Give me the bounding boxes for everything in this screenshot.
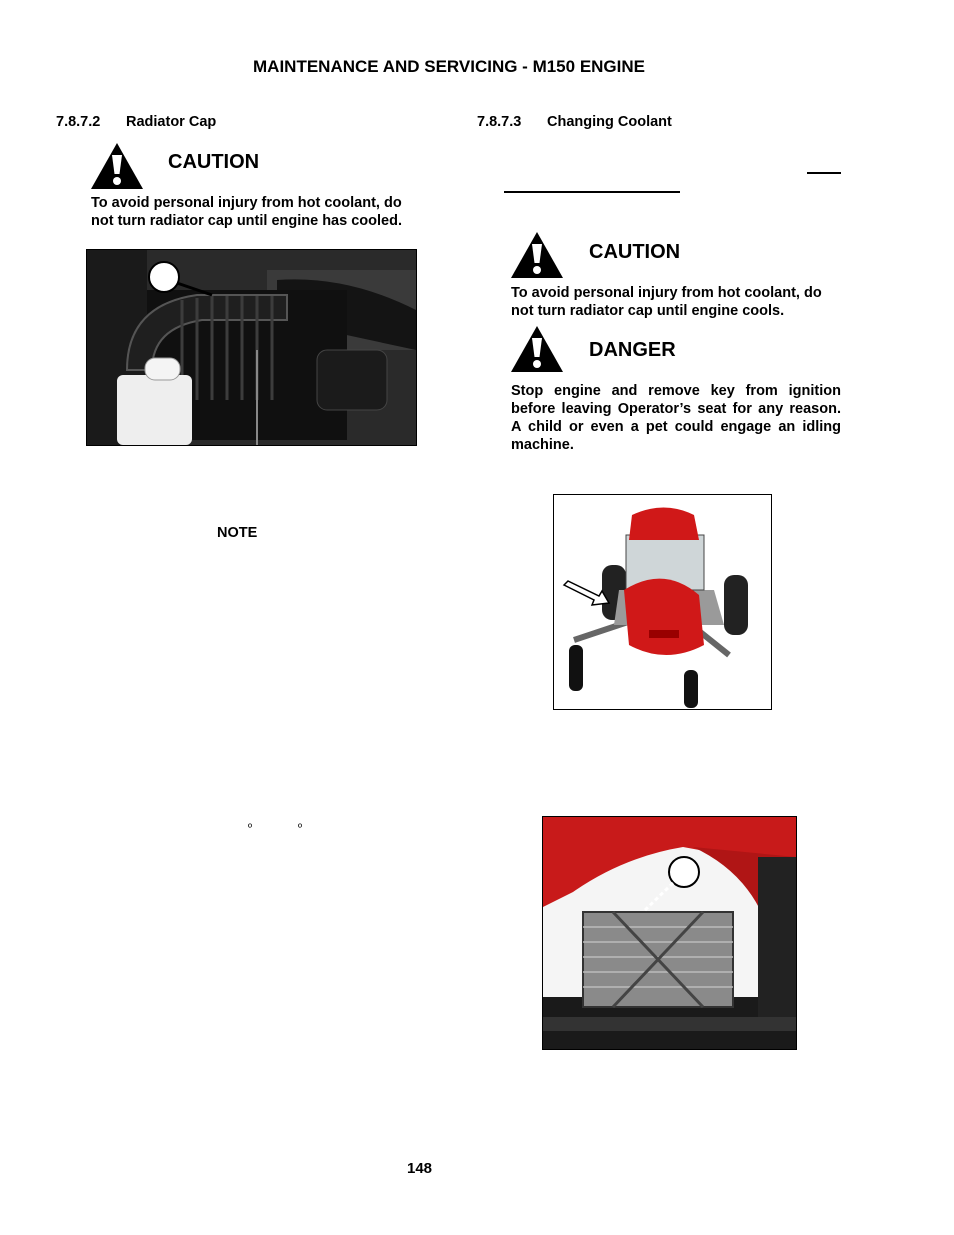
radiator-photo [542,816,797,1050]
callout-circle-icon [669,857,699,887]
warning-triangle-icon [509,324,565,374]
section-number-radiator-cap: 7.8.7.2 [56,114,101,130]
note-label: NOTE [217,525,258,541]
caution-heading-right: CAUTION [589,241,681,263]
underline-rule [807,172,841,174]
radiator-cap-photo [86,249,417,446]
danger-text: Stop engine and remove key from ignition before leaving Operator’s seat for any reason. A child or even a pet could engage an idling machine. [511,383,841,453]
section-number-changing-coolant: 7.8.7.3 [477,114,522,130]
page-number: 148 [407,1160,433,1177]
caution-text-right: To avoid personal injury from hot coolant, do not turn radiator cap until engine cools. [511,285,822,319]
callout-circle-icon [149,262,179,292]
caution-heading-left: CAUTION [168,151,260,173]
degree-symbol: º [248,822,253,834]
danger-heading: DANGER [589,339,676,361]
page-title: MAINTENANCE AND SERVICING - M150 ENGINE [253,57,645,76]
machine-hood-illustration [553,494,772,710]
section-title-radiator-cap: Radiator Cap [126,114,217,130]
warning-triangle-icon [89,141,145,191]
degree-symbol: º [298,822,303,834]
underline-rule [504,191,680,193]
caution-text-left: To avoid personal injury from hot coolant, do not turn radiator cap until engine has cooled. [91,195,402,229]
section-title-changing-coolant: Changing Coolant [547,114,672,130]
warning-triangle-icon [509,230,565,280]
